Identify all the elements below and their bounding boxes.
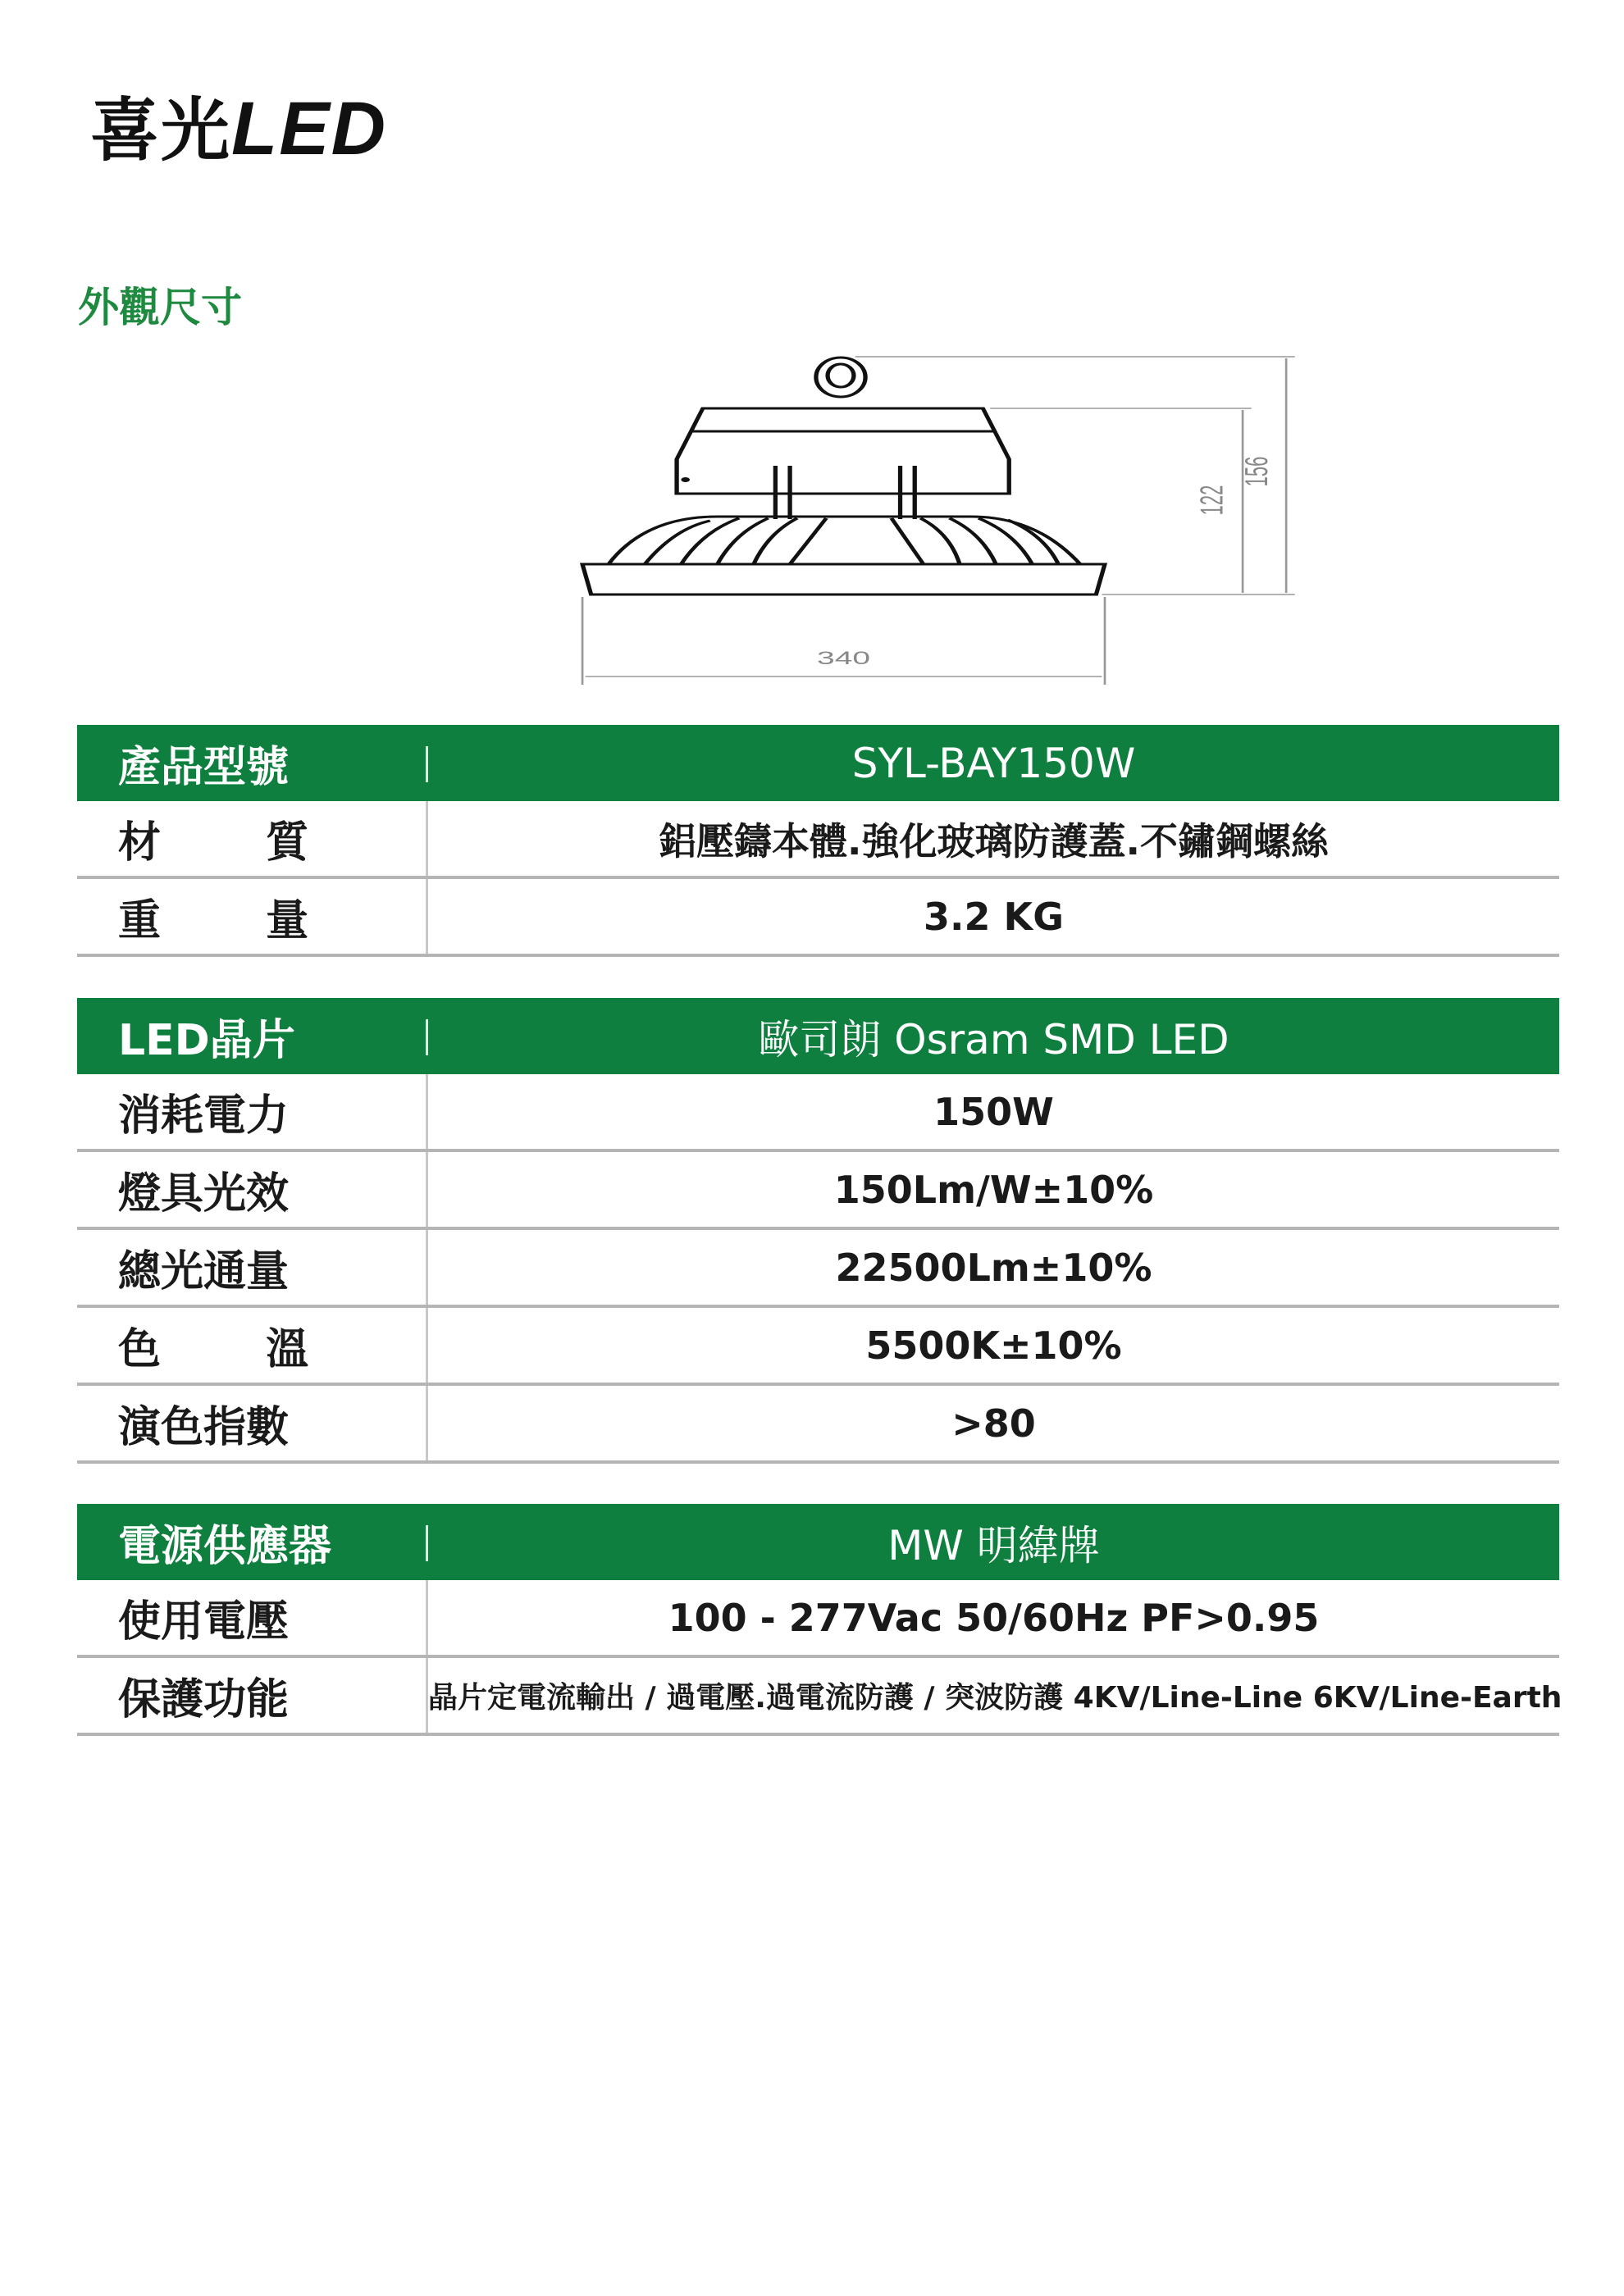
spec-table-led <box>77 998 1559 1464</box>
row-value: 100 - 277Vac 50/60Hz PF>0.95 <box>668 1595 1320 1640</box>
row-value: >80 <box>951 1401 1036 1446</box>
table-row <box>77 1580 1559 1658</box>
header-label: LED晶片 <box>77 998 428 1074</box>
row-label: 材 質 <box>77 801 428 876</box>
total-height-dimension: 156 <box>1238 456 1275 487</box>
header-value: MW 明緯牌 <box>887 1521 1100 1569</box>
row-label: 重 量 <box>77 879 428 954</box>
table-header <box>77 998 1559 1074</box>
spec-table-product <box>77 725 1559 957</box>
row-value: 150Lm/W±10% <box>833 1167 1154 1212</box>
table-header <box>77 725 1559 801</box>
row-value: 鋁壓鑄本體.強化玻璃防護蓋.不鏽鋼螺絲 <box>659 818 1329 863</box>
spec-table-power <box>77 1504 1562 1736</box>
row-label: 消耗電力 <box>77 1074 428 1149</box>
row-value: 5500K±10% <box>865 1323 1122 1368</box>
table-row <box>77 801 1559 879</box>
heat-sink <box>609 517 1080 564</box>
row-value: 晶片定電流輸出 / 過電壓.過電流防護 / 突波防護 4KV/Line-Line 6KV/Line-Earth <box>428 1681 1562 1715</box>
brand-logo <box>90 75 387 175</box>
header-label: 產品型號 <box>77 725 428 801</box>
lamp-base <box>582 564 1105 594</box>
row-label: 燈具光效 <box>77 1152 428 1227</box>
driver-housing <box>677 408 1009 494</box>
row-value: 150W <box>933 1089 1054 1134</box>
table-row <box>77 1074 1559 1152</box>
width-dimension: 340 <box>817 647 871 668</box>
table-header <box>77 1504 1559 1580</box>
row-value: 3.2 KG <box>924 894 1064 939</box>
body-height-dimension: 122 <box>1193 485 1229 516</box>
row-value: 22500Lm±10% <box>835 1245 1152 1290</box>
row-label: 保護功能 <box>77 1658 428 1733</box>
dimension-drawing <box>558 344 1312 689</box>
row-label: 演色指數 <box>77 1386 428 1460</box>
row-label: 總光通量 <box>77 1230 428 1305</box>
table-row <box>77 879 1559 957</box>
header-label: 電源供應器 <box>77 1504 428 1580</box>
table-row <box>77 1658 1562 1736</box>
logo-cn: 喜光 <box>90 90 232 171</box>
row-label: 使用電壓 <box>77 1580 428 1655</box>
table-row <box>77 1386 1559 1464</box>
table-row <box>77 1152 1559 1230</box>
logo-en: LED <box>231 87 388 171</box>
header-value: 歐司朗 Osram SMD LED <box>758 1015 1229 1064</box>
section-title: 外觀尺寸 <box>78 284 242 331</box>
row-label: 色 溫 <box>77 1308 428 1383</box>
table-row <box>77 1308 1559 1386</box>
model-number: SYL-BAY150W <box>851 739 1136 787</box>
table-row <box>77 1230 1559 1308</box>
